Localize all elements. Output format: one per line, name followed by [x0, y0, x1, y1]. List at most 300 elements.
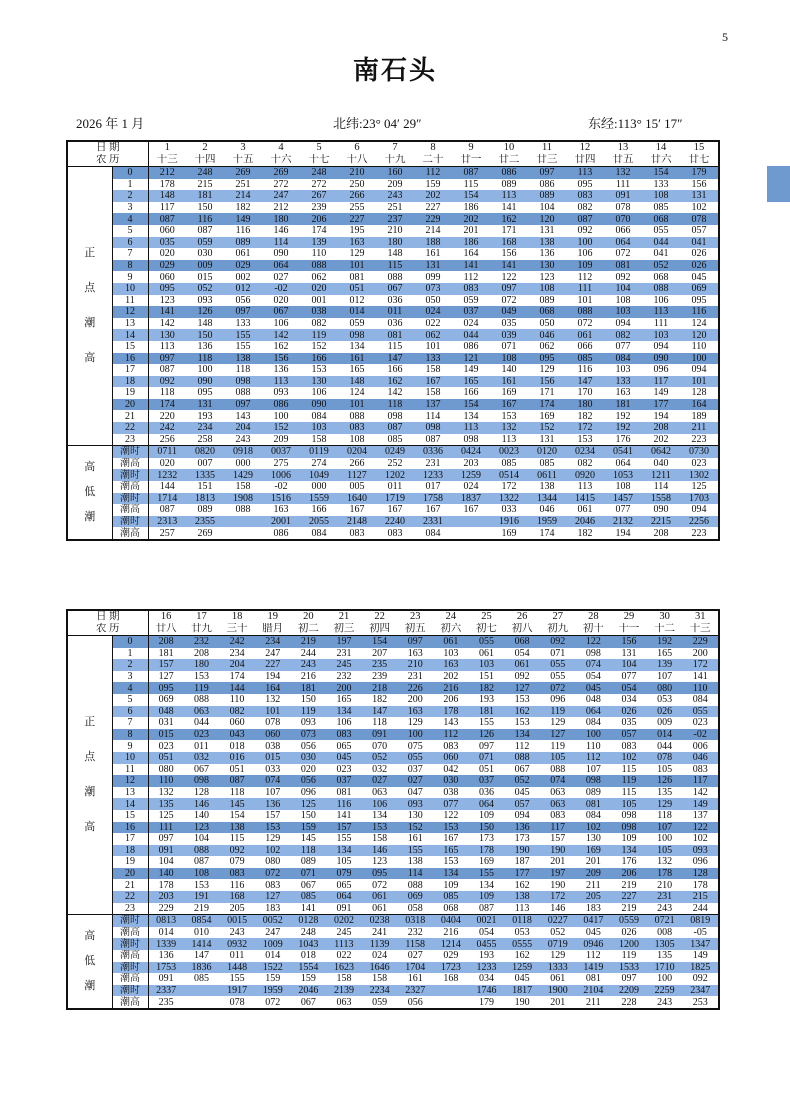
tide-height: 134 — [611, 845, 647, 857]
tide-time: 0918 — [224, 446, 262, 458]
day-number: 27 — [540, 611, 576, 623]
lunar-col-label: 农 历 — [68, 154, 148, 167]
tide-height: 154 — [452, 399, 490, 411]
tide-height: 116 — [186, 213, 224, 225]
tide-time-label: 潮时 — [112, 985, 148, 997]
tide-height: 126 — [186, 306, 224, 318]
tide-height: 127 — [255, 891, 291, 903]
lunar-date: 十九 — [376, 154, 414, 167]
lunar-date: 初八 — [504, 623, 540, 636]
tide-height: 157 — [550, 833, 566, 845]
tide-height: 155 — [469, 868, 505, 880]
tide-height: 072 — [615, 248, 631, 260]
tide-height: 156 — [528, 376, 566, 388]
tide-height: 180 — [184, 659, 220, 671]
tide-height: 086 — [262, 399, 300, 411]
tide-height: 071 — [550, 647, 566, 659]
tide-height: 098 — [387, 410, 403, 422]
tide-height: 170 — [577, 387, 593, 399]
tide-height: 104 — [539, 201, 555, 213]
tide-height: 122 — [443, 810, 459, 822]
hour-label: 23 — [112, 903, 148, 915]
hourly-row — [68, 671, 718, 683]
tide-height: 231 — [647, 891, 683, 903]
tide-height: 093 — [397, 798, 433, 810]
tide-height: 052 — [504, 775, 540, 787]
tide-extreme-height: 046 — [539, 504, 555, 516]
tide-height: 151 — [478, 670, 494, 682]
tide-height: 193 — [478, 694, 494, 706]
tide-time-label: 潮时 — [112, 962, 148, 974]
tide-height: 141 — [452, 260, 490, 272]
day-number: 1 — [148, 142, 186, 154]
tide-height: 171 — [501, 225, 517, 237]
hourly-row — [68, 891, 718, 903]
tide-height: 087 — [425, 433, 441, 445]
tide-height: 269 — [262, 167, 300, 179]
tide-height: 167 — [414, 376, 452, 388]
tide-height: 134 — [433, 868, 469, 880]
tide-height: 066 — [615, 225, 631, 237]
tide-height: 152 — [311, 341, 327, 353]
tide-height: 030 — [197, 248, 213, 260]
tide-height: 083 — [692, 763, 708, 775]
tide-time: 1753 — [148, 962, 184, 974]
tide-height: 192 — [647, 636, 683, 648]
tide-extreme-height: 089 — [197, 504, 213, 516]
tide-height: 166 — [300, 353, 338, 365]
tide-height: 105 — [611, 798, 647, 810]
hour-label: 8 — [112, 729, 148, 741]
tide-height: 147 — [362, 706, 398, 718]
tide-height: 056 — [300, 740, 316, 752]
hour-label: 21 — [112, 879, 148, 891]
tide-height: 209 — [387, 178, 403, 190]
tide-height: 118 — [372, 717, 387, 729]
tide-extreme-height: 064 — [615, 458, 631, 470]
hourly-row — [68, 237, 718, 249]
tide-height: 161 — [407, 833, 423, 845]
tide-extreme-height: 231 — [425, 458, 441, 470]
tide-height: 172 — [540, 891, 576, 903]
tide-height: 063 — [184, 706, 220, 718]
tide-height: 027 — [362, 775, 398, 787]
tide-time: 1158 — [397, 938, 433, 950]
hilo-row — [68, 493, 718, 505]
hourly-row — [68, 775, 718, 787]
tide-height: 106 — [311, 387, 327, 399]
tide-extreme-height: 020 — [159, 458, 175, 470]
tide-height: 020 — [300, 283, 338, 295]
tide-height: 087 — [376, 422, 414, 434]
tide-time: 0118 — [504, 915, 540, 927]
hour-label: 10 — [112, 283, 148, 295]
tide-height: 069 — [158, 694, 174, 706]
tide-height: 091 — [148, 845, 184, 857]
lunar-date: 廿九 — [184, 623, 220, 636]
tide-height: 068 — [443, 902, 459, 914]
tide-height: 079 — [229, 856, 245, 868]
tide-height: 026 — [647, 706, 683, 718]
tide-extreme-height: 063 — [336, 996, 352, 1008]
tide-height: 103 — [604, 306, 642, 318]
tide-extreme-height: 158 — [372, 973, 388, 985]
tide-height: 130 — [528, 260, 566, 272]
tide-extreme-height: 022 — [336, 950, 352, 962]
tide-height: 101 — [255, 706, 291, 718]
tide-time: 2331 — [414, 516, 452, 528]
tide-time-label: 潮时 — [112, 915, 148, 927]
tide-height: 069 — [397, 891, 433, 903]
tide-height: 156 — [611, 636, 647, 648]
tide-height: 066 — [577, 341, 593, 353]
tide-height: 097 — [490, 283, 528, 295]
tide-height: 115 — [463, 178, 479, 190]
tide-height: 147 — [376, 353, 414, 365]
tide-height: 138 — [219, 822, 255, 834]
tide-height: 214 — [224, 190, 262, 202]
tide-height: 179 — [680, 167, 718, 179]
tide-time: 0920 — [566, 469, 604, 481]
day-number: 7 — [376, 142, 414, 154]
tide-time: 2104 — [576, 985, 612, 997]
tide-height: 158 — [372, 833, 388, 845]
tide-height: 163 — [407, 647, 423, 659]
tide-height: 131 — [539, 433, 555, 445]
tide-height: 087 — [566, 213, 604, 225]
tide-time: 1457 — [604, 493, 642, 505]
tide-height: 141 — [501, 201, 517, 213]
tide-height: 141 — [300, 902, 316, 914]
tide-height: 056 — [235, 294, 251, 306]
tide-height: 095 — [197, 387, 213, 399]
tide-height: 059 — [349, 317, 365, 329]
tide-extreme-height: 158 — [235, 481, 251, 493]
tide-time: 0021 — [469, 915, 505, 927]
day-number: 17 — [184, 611, 220, 623]
tide-height: 083 — [621, 740, 637, 752]
hour-label: 0 — [112, 636, 148, 648]
tide-time: 0202 — [326, 915, 362, 927]
tide-height: 088 — [184, 845, 220, 857]
hour-label: 19 — [112, 856, 148, 868]
tide-height: 226 — [397, 682, 433, 694]
tide-height: 103 — [615, 364, 631, 376]
tide-height: 215 — [682, 891, 718, 903]
tide-height: 180 — [262, 213, 300, 225]
tide-time: 2001 — [262, 516, 300, 528]
tide-height: 090 — [300, 399, 338, 411]
lunar-date: 廿八 — [148, 623, 184, 636]
tide-height: 133 — [653, 178, 669, 190]
tide-height: 062 — [539, 341, 555, 353]
hourly-row — [68, 648, 718, 660]
tide-height: 108 — [642, 190, 680, 202]
tide-height: 162 — [504, 706, 540, 718]
tide-height: 231 — [407, 670, 423, 682]
tide-height: 044 — [193, 717, 209, 729]
tide-height: 035 — [148, 237, 186, 249]
tide-height: 043 — [219, 729, 255, 741]
tide-height: 168 — [219, 891, 255, 903]
tide-time: 0730 — [680, 446, 718, 458]
tide-height: 120 — [528, 213, 566, 225]
tide-height: 094 — [514, 810, 530, 822]
tide-height: 152 — [528, 422, 566, 434]
tide-time: 1900 — [540, 985, 576, 997]
tide-height: 086 — [463, 341, 479, 353]
tide-height: 088 — [235, 387, 251, 399]
tide-height: 174 — [229, 670, 245, 682]
group-char: 高 — [84, 821, 96, 834]
hilo-row — [68, 481, 718, 493]
tide-table-days-16-31 — [66, 609, 720, 1010]
tide-height: 140 — [148, 868, 184, 880]
tide-height: 132 — [158, 786, 174, 798]
tide-height: 229 — [158, 902, 174, 914]
day-number: 31 — [682, 611, 718, 623]
tide-extreme-height: 108 — [615, 481, 631, 493]
hour-label: 15 — [112, 341, 148, 353]
tide-height: 088 — [504, 752, 540, 764]
tide-height: 109 — [443, 879, 459, 891]
hour-label: 20 — [112, 399, 148, 411]
tide-height: 108 — [490, 353, 528, 365]
tide-height: 095 — [691, 294, 707, 306]
tide-height: 050 — [539, 317, 555, 329]
tide-height: 155 — [397, 845, 433, 857]
tide-height: 046 — [528, 329, 566, 341]
tide-height: 054 — [585, 670, 601, 682]
tide-height: 159 — [425, 178, 441, 190]
day-number: 12 — [566, 142, 604, 154]
tide-height: 216 — [433, 682, 469, 694]
tide-height: 192 — [604, 422, 642, 434]
tide-height: 089 — [539, 294, 555, 306]
tide-time: 1448 — [219, 962, 255, 974]
tide-height: 204 — [219, 659, 255, 671]
tide-height: 156 — [262, 353, 300, 365]
lunar-date: 廿一 — [452, 154, 490, 167]
tide-height: 086 — [539, 178, 555, 190]
group-char: 点 — [84, 282, 96, 295]
tide-height: 162 — [514, 879, 530, 891]
tide-height: 118 — [376, 399, 414, 411]
tide-time: 0642 — [642, 446, 680, 458]
tide-height: 110 — [148, 775, 184, 787]
tide-height: 107 — [647, 822, 683, 834]
tide-height: 104 — [193, 833, 209, 845]
group-char: 正 — [84, 247, 96, 260]
tide-height: 024 — [414, 306, 452, 318]
tide-time: 2355 — [186, 516, 224, 528]
tide-height: 092 — [540, 636, 576, 648]
hourly-row — [68, 260, 718, 272]
tide-time — [433, 985, 469, 997]
tide-height: 160 — [376, 167, 414, 179]
hour-label: 4 — [112, 213, 148, 225]
hourly-row — [68, 329, 718, 341]
hour-label: 6 — [112, 237, 148, 249]
tide-height: 136 — [273, 364, 289, 376]
tide-time: 1202 — [376, 469, 414, 481]
hourly-row — [68, 341, 718, 353]
hour-label: 9 — [112, 740, 148, 752]
hour-label: 11 — [112, 295, 148, 307]
tide-extreme-height: 223 — [691, 527, 707, 539]
tide-height: 115 — [621, 786, 637, 798]
tide-time: 0204 — [338, 446, 376, 458]
tide-height: 215 — [197, 178, 213, 190]
hourly-row — [68, 353, 718, 365]
tide-time: 1233 — [414, 469, 452, 481]
tide-height: 141 — [148, 306, 186, 318]
tide-height: 064 — [262, 260, 300, 272]
tide-height: 116 — [680, 306, 718, 318]
tide-height: 065 — [336, 879, 352, 891]
tide-height: 022 — [425, 317, 441, 329]
hourly-row — [68, 318, 718, 330]
hilo-row — [68, 915, 718, 927]
tide-height: 093 — [300, 717, 316, 729]
tide-extreme-height: 168 — [443, 973, 459, 985]
tide-height: 098 — [338, 329, 376, 341]
tide-height: 026 — [680, 260, 718, 272]
tide-time: 1516 — [262, 493, 300, 505]
tide-time: 2046 — [291, 985, 327, 997]
tide-time-label: 潮时 — [112, 446, 148, 458]
tide-height: 063 — [540, 798, 576, 810]
tide-height: 166 — [387, 364, 403, 376]
tide-extreme-height: 081 — [585, 973, 601, 985]
tide-height: 045 — [326, 752, 362, 764]
tide-height: 214 — [425, 225, 441, 237]
tide-height: 092 — [514, 670, 530, 682]
tide-time: 2337 — [148, 985, 184, 997]
tide-height: 247 — [262, 190, 300, 202]
tide-height: 272 — [273, 178, 289, 190]
tide-height-label: 潮高 — [112, 504, 148, 516]
tide-height: 146 — [362, 845, 398, 857]
day-number: 20 — [291, 611, 327, 623]
tide-height: 042 — [443, 763, 459, 775]
tide-height: 153 — [514, 717, 530, 729]
tide-height: 208 — [148, 636, 184, 648]
tide-height: 138 — [407, 856, 423, 868]
tide-height: 085 — [291, 891, 327, 903]
tide-extreme-height: 161 — [407, 973, 423, 985]
tide-height: 169 — [501, 387, 517, 399]
tide-height: 244 — [692, 902, 708, 914]
tide-height: 110 — [691, 341, 707, 353]
tide-time: 1415 — [566, 493, 604, 505]
tide-height: 168 — [490, 237, 528, 249]
tide-height: 036 — [478, 786, 494, 798]
tide-height: 109 — [621, 833, 637, 845]
tide-height: 082 — [311, 317, 327, 329]
tide-height: 223 — [691, 433, 707, 445]
tide-height: 239 — [311, 201, 327, 213]
tide-height: 104 — [611, 659, 647, 671]
lunar-date: 十四 — [186, 154, 224, 167]
tide-extreme-height: 010 — [193, 927, 209, 939]
tide-height: 178 — [433, 706, 469, 718]
tide-time: 0417 — [576, 915, 612, 927]
tide-height: 114 — [425, 410, 441, 422]
tide-extreme-height: 169 — [501, 527, 517, 539]
tide-height: 037 — [469, 775, 505, 787]
tide-height: 071 — [291, 868, 327, 880]
tide-height: 070 — [372, 740, 388, 752]
tide-extreme-height: 275 — [273, 458, 289, 470]
tide-height: 130 — [148, 329, 186, 341]
tide-height: 101 — [338, 260, 376, 272]
group-char: 高 — [84, 930, 96, 943]
tide-height: 227 — [611, 891, 647, 903]
tide-time: 1322 — [490, 493, 528, 505]
tide-height: 114 — [397, 868, 433, 880]
tide-height: 087 — [148, 213, 186, 225]
tide-height: 105 — [540, 752, 576, 764]
tide-height: 041 — [680, 237, 718, 249]
tide-height: 068 — [642, 213, 680, 225]
group-char: 低 — [84, 955, 96, 968]
tide-height: 136 — [255, 798, 291, 810]
tide-time: 1305 — [647, 938, 683, 950]
tide-height: 081 — [349, 271, 365, 283]
tide-height: 158 — [425, 364, 441, 376]
tide-height: 084 — [585, 810, 601, 822]
tide-height: 251 — [387, 201, 403, 213]
tide-height: 067 — [193, 763, 209, 775]
tide-extreme-height: 027 — [407, 950, 423, 962]
lunar-date: 十一 — [611, 623, 647, 636]
tide-extreme-height: 172 — [501, 481, 517, 493]
lunar-date: 初二 — [291, 623, 327, 636]
tide-height: 130 — [300, 376, 338, 388]
tide-height: 153 — [433, 822, 469, 834]
tide-time: 0555 — [504, 938, 540, 950]
tide-height: 108 — [615, 294, 631, 306]
day-number: 29 — [611, 611, 647, 623]
tide-height: 231 — [336, 647, 352, 659]
tide-height: 023 — [158, 740, 174, 752]
tide-height: 177 — [642, 399, 680, 411]
tide-extreme-height: 024 — [372, 950, 388, 962]
tide-height: 032 — [372, 763, 388, 775]
tide-extreme-height: 011 — [387, 481, 403, 493]
tide-height: 073 — [291, 729, 327, 741]
tide-height: 110 — [229, 694, 245, 706]
lunar-date: 十六 — [262, 154, 300, 167]
tide-height: 070 — [604, 213, 642, 225]
tide-height: 178 — [159, 178, 175, 190]
tide-height: 037 — [326, 775, 362, 787]
tide-extreme-height: 149 — [692, 950, 708, 962]
tide-height: 147 — [566, 376, 604, 388]
tide-height: 267 — [300, 190, 338, 202]
tide-height: 132 — [490, 422, 528, 434]
tide-height: 113 — [452, 422, 490, 434]
tide-height: 232 — [336, 670, 352, 682]
tide-height: 178 — [158, 879, 174, 891]
tide-height: 020 — [159, 248, 175, 260]
hour-label: 15 — [112, 810, 148, 822]
tide-height: 158 — [311, 433, 327, 445]
tide-extreme-height: 054 — [478, 927, 494, 939]
tide-height: 153 — [193, 879, 209, 891]
hourly-row — [68, 659, 718, 671]
